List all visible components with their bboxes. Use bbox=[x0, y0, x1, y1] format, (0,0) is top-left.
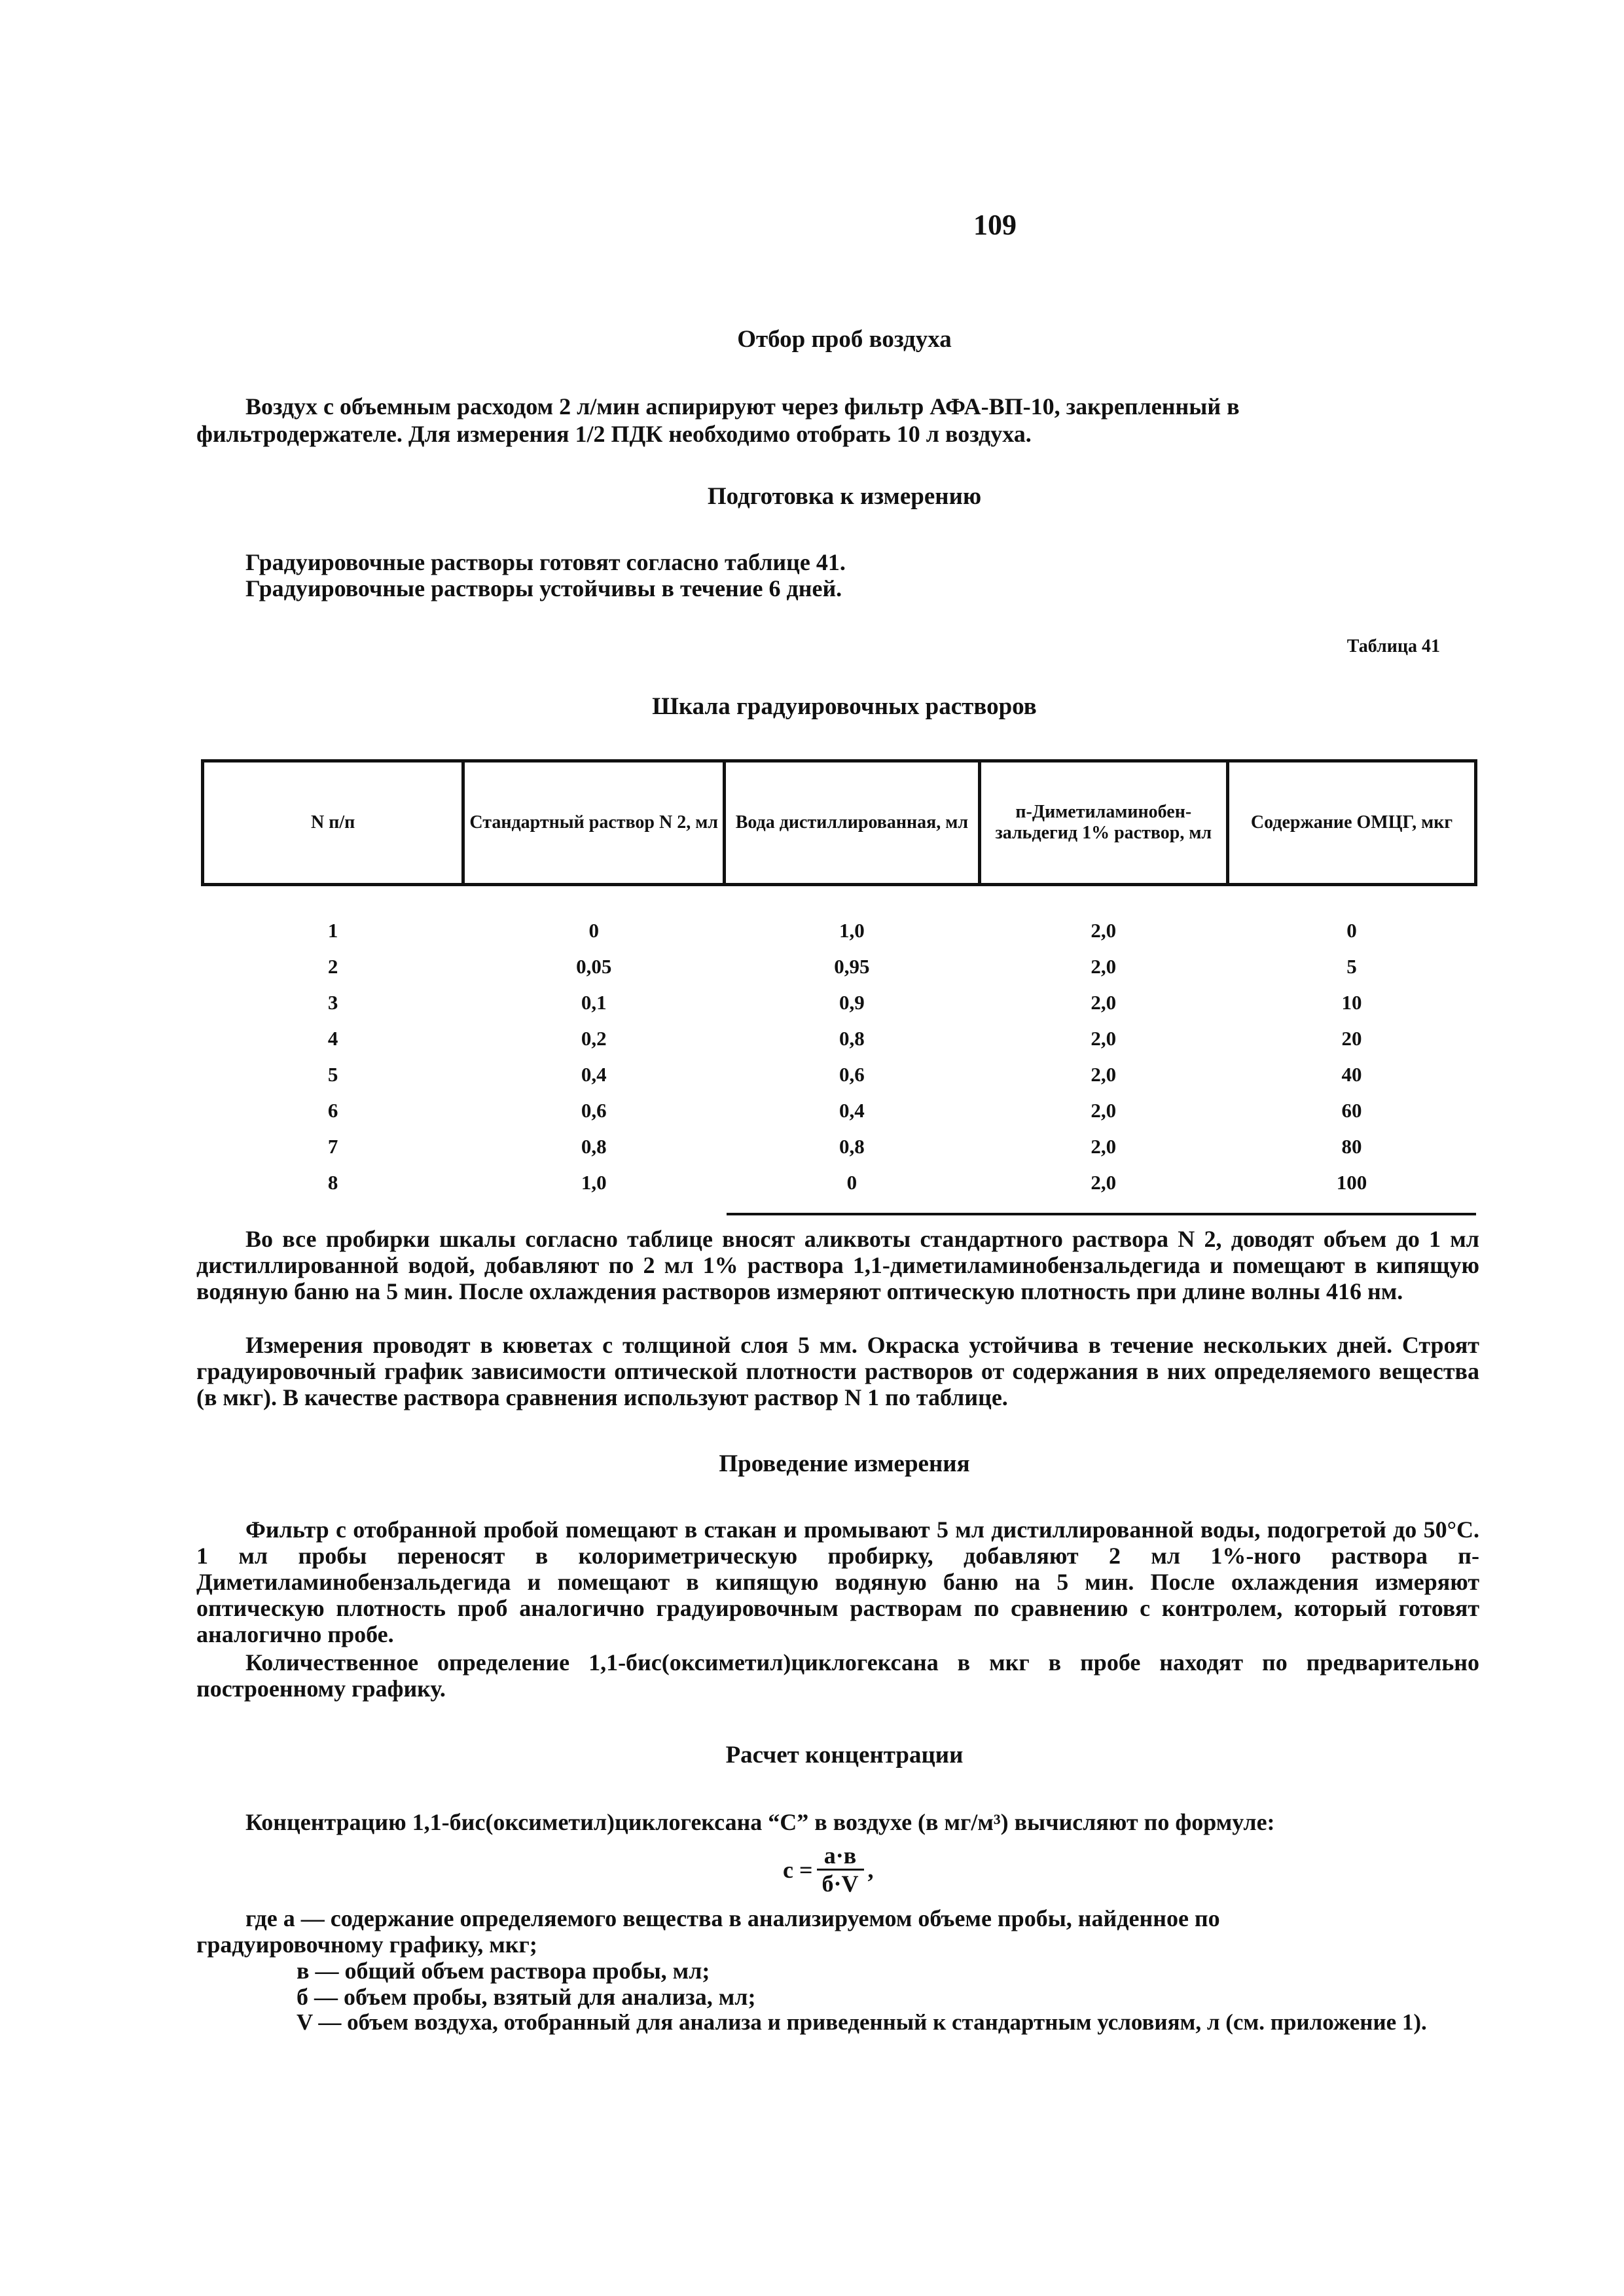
formula-lhs: с = bbox=[783, 1856, 813, 1883]
table-row bbox=[203, 885, 1476, 949]
formula-tail: , bbox=[867, 1856, 874, 1883]
prep-line-2: Градуировочные растворы устойчивы в течение 6 дней. bbox=[245, 575, 842, 601]
heading-calculation: Расчет концентрации bbox=[725, 1742, 964, 1768]
paragraph-measurement-conditions: Измерения проводят в кюветах с толщиной слоя 5 мм. Окраска устойчива в течение нескольких дней. Строят градуировочный график зависимости оптической плотности растворов от содержания в них определяемого вещества (в мкг). В качестве раствора сравнения используют раствор N 1 по таблице. bbox=[196, 1332, 1479, 1410]
table-cell: 2,0 bbox=[1091, 1062, 1117, 1086]
table-cell: 2 bbox=[327, 954, 338, 978]
calculation-intro: Концентрацию 1,1-бис(оксиметил)циклогексана “С” в воздухе (в мг/м³) вычисляют по формуле: bbox=[245, 1809, 1275, 1835]
table-row bbox=[203, 948, 1476, 984]
formula-fraction bbox=[817, 1842, 864, 1897]
table-cell: 2,0 bbox=[1091, 990, 1117, 1014]
header-cell: Вода дистиллированная, мл bbox=[725, 761, 979, 885]
table-cell: 2,0 bbox=[1091, 1098, 1117, 1122]
header-cell: п-Диметиламинобен-зальдегид 1% раствор, мл bbox=[979, 761, 1227, 885]
sampling-line-2: фильтродержателе. Для измерения 1/2 ПДК необходимо отобрать 10 л воздуха. bbox=[196, 421, 1032, 447]
paragraph-table-usage: Во все пробирки шкалы согласно таблице вносят аликвоты стандартного раствора N 2, доводят объем до 1 мл дистиллированной водой, добавляют по 2 мл 1% раствора 1,1-диметиламинобензальдегида и помещают в кипящую водяную баню на 5 мин. После охлаждения растворов измеряют оптическую плотность при длине волны 416 нм. bbox=[196, 1226, 1479, 1304]
table-cell: 0,9 bbox=[839, 990, 865, 1014]
table-cell: 0,6 bbox=[581, 1098, 607, 1122]
formula-denominator: б·V bbox=[817, 1869, 864, 1897]
table-cell: 3 bbox=[327, 990, 338, 1014]
table-cell: 0,8 bbox=[581, 1134, 607, 1158]
table-cell: 2,0 bbox=[1091, 1026, 1117, 1050]
table-cell: 0,8 bbox=[839, 1026, 865, 1050]
table-cell: 5 bbox=[1346, 954, 1357, 978]
header-cell: Стандартный раствор N 2, мл bbox=[463, 761, 725, 885]
table-cell: 0 bbox=[1346, 918, 1357, 942]
table-cell: 5 bbox=[327, 1062, 338, 1086]
table-cell: 4 bbox=[327, 1026, 338, 1050]
table-title: Шкала градуировочных растворов bbox=[652, 693, 1037, 720]
table-cell: 2,0 bbox=[1091, 1170, 1117, 1194]
table-cell: 0,8 bbox=[839, 1134, 865, 1158]
table-cell: 0,4 bbox=[581, 1062, 607, 1086]
heading-measurement: Проведение измерения bbox=[719, 1450, 970, 1477]
table-caption: Таблица 41 bbox=[1346, 636, 1440, 656]
formula-numerator: а·в bbox=[823, 1842, 857, 1869]
table-cell: 0,4 bbox=[839, 1098, 865, 1122]
table-bottom-rule bbox=[727, 1213, 1476, 1215]
table-cell: 0,6 bbox=[839, 1062, 865, 1086]
table-cell: 100 bbox=[1336, 1170, 1367, 1194]
table-cell: 20 bbox=[1341, 1026, 1362, 1050]
table-cell: 0,2 bbox=[581, 1026, 607, 1050]
legend-a-continued: градуировочному графику, мкг; bbox=[196, 1931, 537, 1958]
paragraph-measurement-procedure: Фильтр с отобранной пробой помещают в стакан и промывают 5 мл дистиллированной воды, подогретой до 50°С. 1 мл пробы переносят в колориметрическую пробирку, добавляют 2 мл 1%-ного раствора п-Диметиламинобензальдегида и помещают в кипящую водяную баню на 5 мин. После охлаждения измеряют оптическую плотность проб аналогично градуировочным растворам по сравнению с контролем, который готовят аналогично пробе. bbox=[196, 1516, 1479, 1647]
table-cell: 8 bbox=[327, 1170, 338, 1194]
sampling-line-1: Воздух с объемным расходом 2 л/мин аспирируют через фильтр АФА-ВП-10, закрепленный в bbox=[245, 393, 1240, 420]
prep-line-1: Градуировочные растворы готовят согласно таблице 41. bbox=[245, 549, 846, 575]
table-row bbox=[203, 1164, 1476, 1200]
table-row bbox=[203, 984, 1476, 1020]
table-cell: 80 bbox=[1341, 1134, 1362, 1158]
page-number: 109 bbox=[973, 209, 1017, 241]
table-cell: 0,95 bbox=[834, 954, 870, 978]
table-cell: 0 bbox=[588, 918, 599, 942]
table-row bbox=[203, 1056, 1476, 1092]
table-cell: 2,0 bbox=[1091, 954, 1117, 978]
heading-sampling: Отбор проб воздуха bbox=[737, 326, 952, 353]
table-cell: 0,1 bbox=[581, 990, 607, 1014]
paragraph-quantification: Количественное определение 1,1-бис(оксиметил)циклогексана в мкг в пробе находят по предварительно построенному графику. bbox=[196, 1649, 1479, 1702]
header-cell: N п/п bbox=[203, 761, 463, 885]
legend-b: б — объем пробы, взятый для анализа, мл; bbox=[297, 1984, 756, 2010]
table-cell: 7 bbox=[327, 1134, 338, 1158]
table-cell: 2,0 bbox=[1091, 1134, 1117, 1158]
table-header-row bbox=[203, 761, 1476, 885]
table-cell: 0 bbox=[846, 1170, 857, 1194]
concentration-formula bbox=[783, 1842, 874, 1897]
table-cell: 1 bbox=[327, 918, 338, 942]
calibration-table bbox=[201, 759, 1477, 1200]
table-row bbox=[203, 1128, 1476, 1164]
table-cell: 0,05 bbox=[576, 954, 612, 978]
table-cell: 40 bbox=[1341, 1062, 1362, 1086]
legend-volume: V — объем воздуха, отобранный для анализа и приведенный к стандартным условиям, л (см. приложение 1). bbox=[297, 2009, 1427, 2035]
table-row bbox=[203, 1020, 1476, 1056]
table-cell: 1,0 bbox=[839, 918, 865, 942]
legend-a: где а — содержание определяемого вещества в анализируемом объеме пробы, найденное по bbox=[245, 1905, 1220, 1931]
legend-v: в — общий объем раствора пробы, мл; bbox=[297, 1958, 710, 1984]
table-cell: 6 bbox=[327, 1098, 338, 1122]
table-cell: 1,0 bbox=[581, 1170, 607, 1194]
header-cell: Содержание ОМЦГ, мкг bbox=[1227, 761, 1475, 885]
table-cell: 10 bbox=[1341, 990, 1362, 1014]
table-cell: 60 bbox=[1341, 1098, 1362, 1122]
heading-preparation: Подготовка к измерению bbox=[707, 483, 982, 510]
table-row bbox=[203, 1092, 1476, 1128]
table-cell: 2,0 bbox=[1091, 918, 1117, 942]
